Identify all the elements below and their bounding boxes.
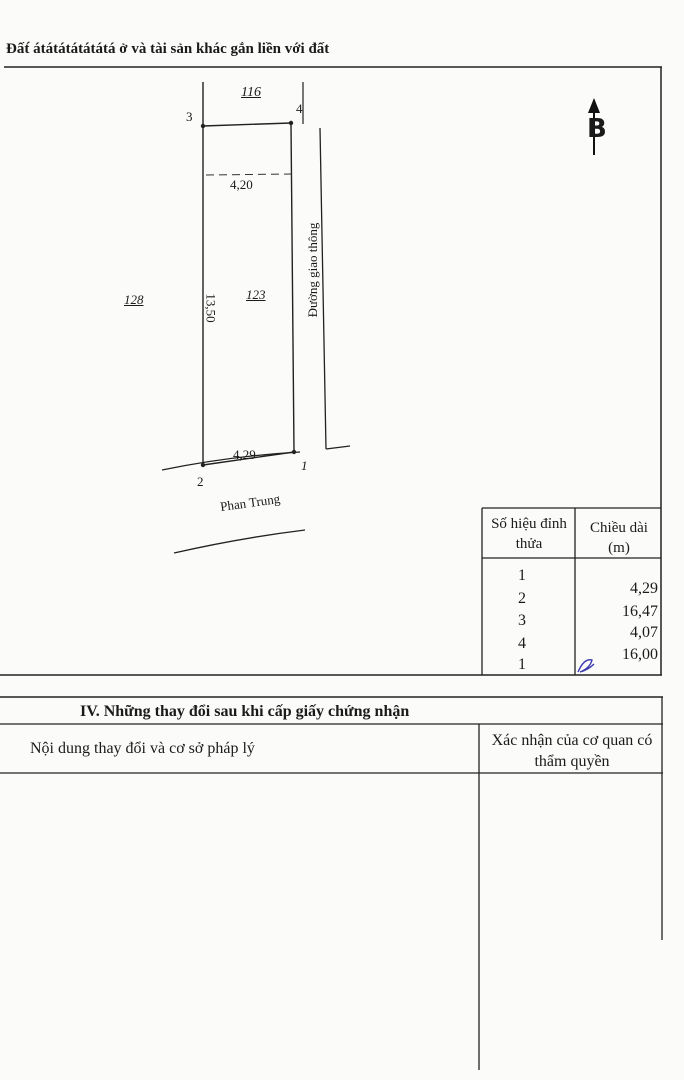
vertex-dot-3 [201,124,205,128]
table-vertex-2: 2 [518,590,526,607]
table-vertex-1: 1 [518,567,526,584]
width-top-label: 4,20 [230,177,253,192]
street-label: Phan Trung [219,490,282,515]
vertex-label-3: 3 [186,109,193,124]
vertex-label-2: 2 [197,474,204,489]
table-length-3: 4,07 [630,624,658,641]
parcel-number-center: 123 [246,287,266,302]
table-header-length: Chiều dài (m) [590,520,648,556]
table-length-1: 4,29 [630,580,658,597]
north-arrow-head [588,98,600,113]
changes-title: IV. Những thay đổi sau khi cấp giấy chứng nhận [80,703,410,720]
table-length-4: 16,00 [622,646,658,663]
parcel-number-left: 128 [124,292,144,307]
parcel-right-edge [291,124,294,452]
changes-column-content: Nội dung thay đổi và cơ sở pháp lý [30,740,255,757]
parcel-number-top: 116 [241,85,261,100]
vertex-label-4: 4 [296,101,303,116]
width-bottom-label: 4,29 [233,447,256,462]
changes-column-confirm: Xác nhận của cơ quan có thẩm quyền [491,732,653,770]
vertex-dot-1 [292,450,296,454]
table-vertex-3: 3 [518,612,526,629]
plot-section-heading: Đất́ átátátátátátá ở và tài sản khác gắn liền với đất [6,41,330,57]
table-length-2: 16,47 [622,603,658,620]
vertex-label-1: 1 [301,458,308,473]
road-edge-corner [326,446,350,449]
vertex-dot-2 [201,463,205,467]
street-curve-bottom [174,530,305,553]
north-symbol: B [587,114,607,144]
length-side-label: 13,50 [203,293,219,323]
table-header-vertex: Số hiệu đỉnh thửa [491,516,567,552]
table-vertex-5: 1 [518,656,526,673]
road-label: Đường giao thông [305,222,320,318]
parcel-top-edge [203,123,291,126]
vertex-dot-4 [289,121,293,125]
width-dashed-line [206,174,292,175]
table-vertex-4: 4 [518,635,526,652]
signature-mark [578,660,594,672]
